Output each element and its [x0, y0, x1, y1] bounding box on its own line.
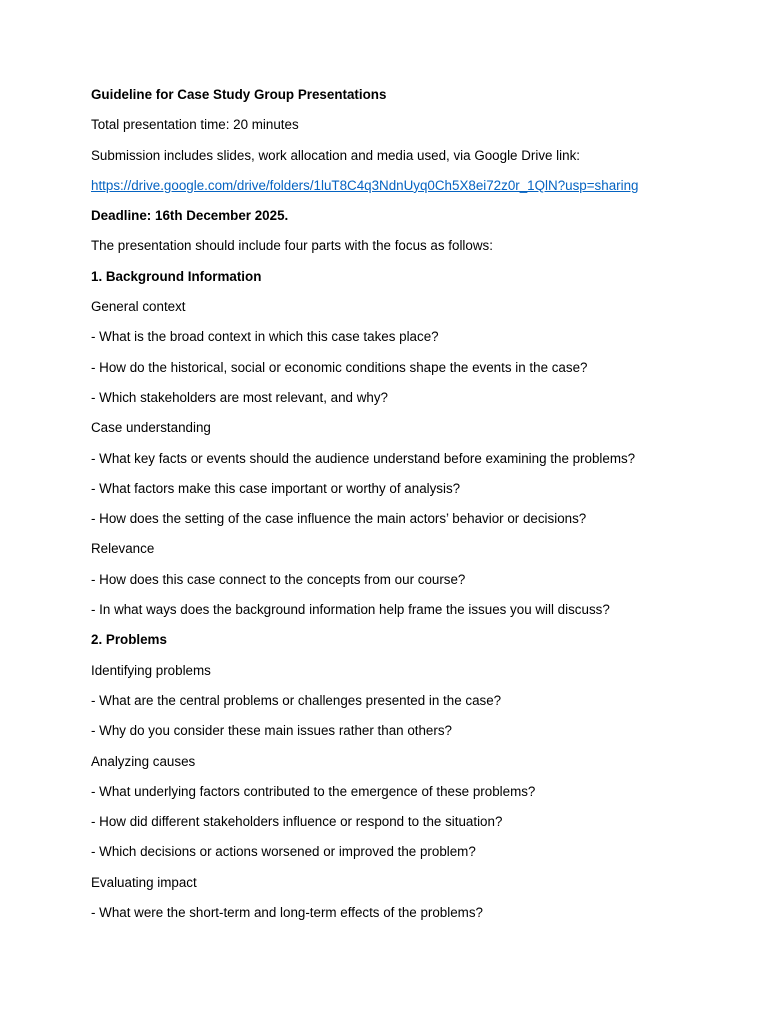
deadline-text: Deadline: 16th December 2025.: [91, 208, 289, 224]
subheading-relevance: Relevance: [91, 541, 155, 557]
question-item: - Which decisions or actions worsened or improved the problem?: [91, 844, 476, 860]
subheading-evaluating-impact: Evaluating impact: [91, 874, 197, 890]
question-item: - In what ways does the background information help frame the issues you will discuss?: [91, 602, 610, 618]
question-item: - What factors make this case important or worthy of analysis?: [91, 480, 461, 496]
question-item: - How does this case connect to the concepts from our course?: [91, 571, 466, 587]
subheading-identifying-problems: Identifying problems: [91, 662, 211, 678]
section-heading-problems: 2. Problems: [91, 632, 167, 648]
question-item: - How do the historical, social or economic conditions shape the events in the case?: [91, 359, 588, 375]
document-page: [91, 86, 751, 934]
subheading-case-understanding: Case understanding: [91, 420, 211, 436]
total-time-text: Total presentation time: 20 minutes: [91, 117, 299, 133]
question-item: - What are the central problems or challenges presented in the case?: [91, 692, 502, 708]
question-item: - Why do you consider these main issues rather than others?: [91, 723, 452, 739]
submission-text: Submission includes slides, work allocation and media used, via Google Drive link:: [91, 147, 581, 163]
google-drive-link[interactable]: https://drive.google.com/drive/folders/1luT8C4q3NdnUyq0Ch5X8ei72z0r_1QlN?usp=sharing: [91, 177, 639, 193]
document-title: Guideline for Case Study Group Presentations: [91, 87, 387, 102]
question-item: - What underlying factors contributed to the emergence of these problems?: [91, 783, 536, 799]
question-item: - Which stakeholders are most relevant, and why?: [91, 389, 388, 405]
section-heading-background: 1. Background Information: [91, 268, 262, 284]
subheading-analyzing-causes: Analyzing causes: [91, 753, 196, 769]
intro-text: The presentation should include four parts with the focus as follows:: [91, 238, 493, 254]
question-item: - What were the short-term and long-term effects of the problems?: [91, 905, 483, 921]
question-item: - How did different stakeholders influence or respond to the situation?: [91, 814, 503, 830]
subheading-general-context: General context: [91, 299, 186, 315]
question-item: - What is the broad context in which this case takes place?: [91, 329, 439, 345]
question-item: - What key facts or events should the audience understand before examining the problems?: [91, 450, 636, 466]
question-item: - How does the setting of the case influence the main actors’ behavior or decisions?: [91, 511, 587, 527]
